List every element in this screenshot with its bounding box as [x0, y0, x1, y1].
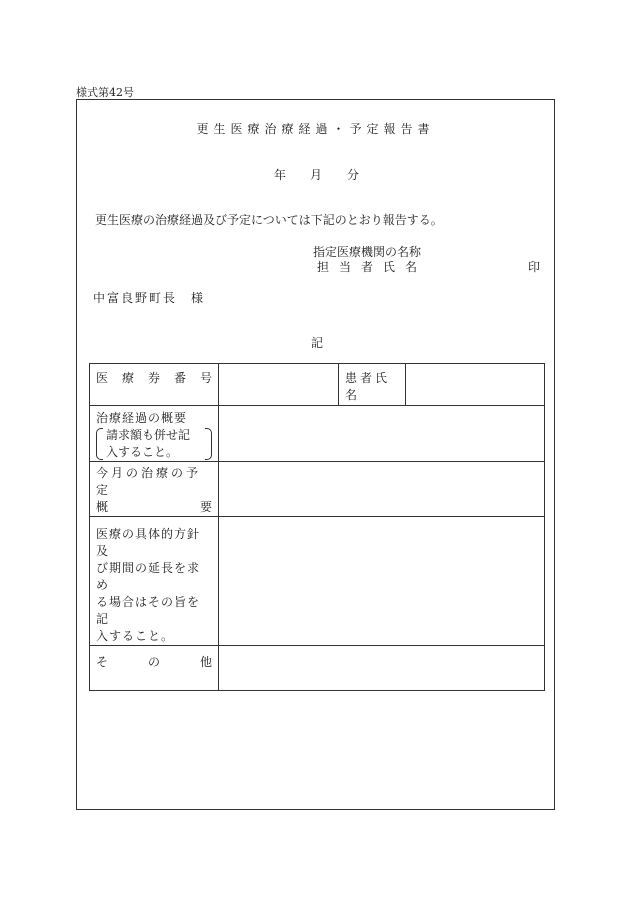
- treatment-plan-label: [90, 462, 219, 517]
- other-label: [90, 646, 219, 691]
- seal-mark: 印: [528, 260, 541, 274]
- policy-line-1: 医療の具体的方針及: [96, 527, 201, 558]
- policy-line-3: る場合はその旨を記: [96, 595, 201, 626]
- intro-text: 更生医療の治療経過及び予定については下記のとおり報告する。: [95, 213, 443, 227]
- label-char: 券: [147, 371, 160, 385]
- summary-char-2: 要: [199, 500, 212, 514]
- treatment-progress-note-line2: 入すること。: [106, 445, 179, 459]
- summary-char-1: 概: [96, 500, 109, 514]
- medical-ticket-number-field[interactable]: [219, 364, 339, 406]
- form-number: 様式第42号: [76, 86, 134, 99]
- label-char: 医: [96, 371, 109, 385]
- treatment-progress-label: [90, 406, 219, 462]
- ki-marker: 記: [311, 336, 324, 350]
- other-text: [96, 654, 212, 671]
- document-title: 更生医療治療経過・予定報告書: [196, 122, 435, 136]
- treatment-progress-note: [96, 427, 212, 461]
- table-row: [90, 364, 545, 406]
- policy-extension-label: [90, 517, 219, 646]
- medical-ticket-number-label: [90, 364, 219, 406]
- institution-name-label: 指定医療機関の名称: [313, 245, 422, 259]
- label-char: 号: [199, 371, 212, 385]
- treatment-plan-field[interactable]: [219, 462, 545, 517]
- treatment-plan-title: 今月の治療の予定: [96, 466, 202, 497]
- period-year: 年: [274, 168, 287, 182]
- medical-ticket-number-text: [96, 370, 212, 387]
- label-char: そ: [96, 655, 109, 669]
- addressee: 中富良野町長 様: [93, 291, 206, 305]
- treatment-progress-field[interactable]: [219, 406, 545, 462]
- policy-line-4: 入すること。: [96, 629, 175, 643]
- table-row: [90, 517, 545, 646]
- label-char: の: [147, 655, 160, 669]
- treatment-progress-note-line1: 請求額も併せ記: [106, 428, 191, 442]
- treatment-plan-summary: [96, 499, 212, 516]
- report-table: [89, 363, 545, 691]
- treatment-progress-title: 治療経過の概要: [96, 411, 188, 425]
- label-char: 番: [173, 371, 186, 385]
- label-char: 療: [121, 371, 134, 385]
- table-row: [90, 646, 545, 691]
- policy-extension-field[interactable]: [219, 517, 545, 646]
- table-row: [90, 406, 545, 462]
- table-row: [90, 462, 545, 517]
- report-form-frame: [76, 99, 555, 810]
- other-field[interactable]: [219, 646, 545, 691]
- policy-line-2: び期間の延長を求め: [96, 561, 201, 592]
- person-in-charge-label: 担当者氏名: [317, 260, 428, 274]
- period-suffix: 分: [347, 168, 360, 182]
- label-char: 他: [199, 655, 212, 669]
- period-month: 月: [310, 168, 323, 182]
- patient-name-field[interactable]: [406, 364, 545, 406]
- patient-name-label: 患者氏名: [339, 364, 406, 406]
